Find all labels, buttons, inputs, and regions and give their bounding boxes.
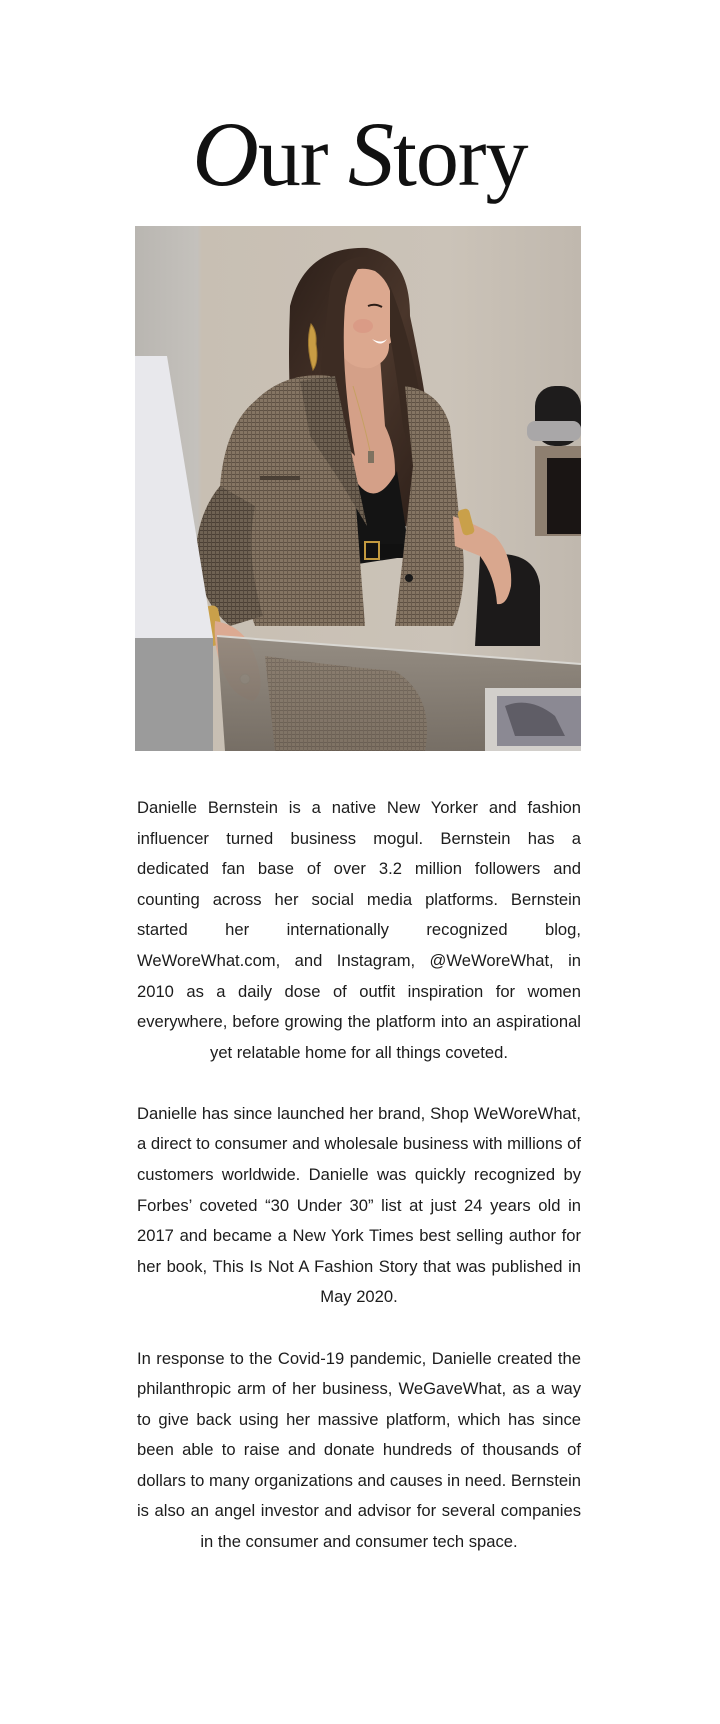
- hero-photo: [135, 226, 581, 751]
- story-paragraph-intro: Danielle Bernstein is a native New Yorker and fashion influencer turned business mogul. Bernstein has a dedicated fan base of over 3.2 million followers and counting across her social media platforms. Bernstein started her internationally recognized blog, WeWoreWhat.com, and Instagram, @WeWoreWhat, in 2010 as a daily dose of outfit inspiration for women everywhere, before growing the platform into an aspirational yet relatable home for all things coveted.: [137, 798, 581, 1062]
- title-letter-o: O: [192, 103, 258, 205]
- page-title: [0, 104, 720, 206]
- portrait-illustration: [135, 226, 581, 751]
- title-part-1: ur: [257, 108, 349, 204]
- story-section: [137, 793, 581, 1588]
- story-paragraph-philanthropy: In response to the Covid-19 pandemic, Danielle created the philanthropic arm of her business, WeGaveWhat, as a way to give back using her massive platform, which has since been able to raise and donate hundreds of thousands of dollars to many organizations and causes in need. Bernstein is also an angel investor and advisor for several companies in the consumer and consumer tech space.: [137, 1348, 581, 1552]
- story-paragraph-brand: Danielle has since launched her brand, Shop WeWoreWhat, a direct to consumer and wholesale business with millions of customers worldwide. Danielle was quickly recognized by Forbes’ coveted “30 Under 30” list at just 24 years old in 2017 and became a New York Times best selling author for her book, This Is Not A Fashion Story that was published in May 2020.: [137, 1103, 581, 1307]
- title-part-2: tory: [393, 108, 528, 204]
- title-letter-s: S: [348, 103, 394, 205]
